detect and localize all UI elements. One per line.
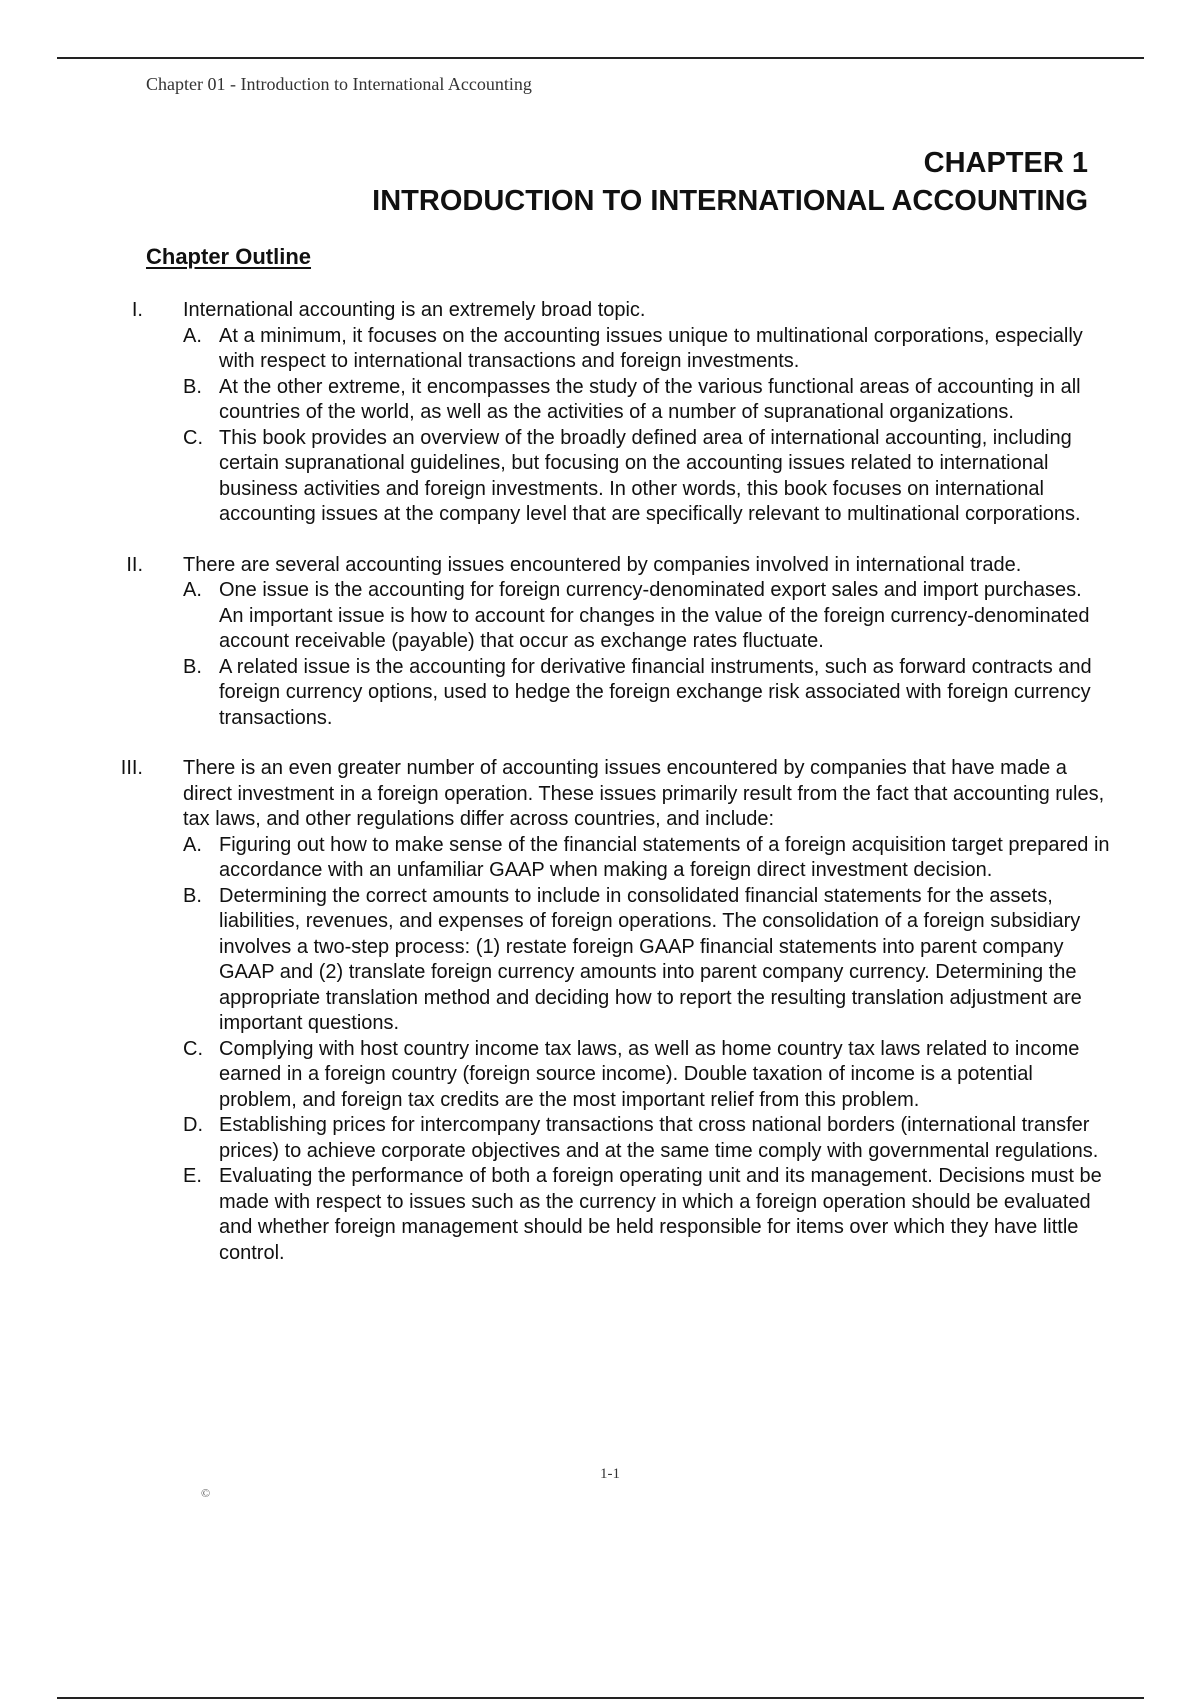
section-items	[183, 833, 1110, 1267]
chapter-outline	[110, 298, 1110, 1291]
outline-item	[183, 426, 1110, 528]
outline-item	[183, 1164, 1110, 1266]
item-text: Determining the correct amounts to include in consolidated financial statements for the assets, liabilities, revenues, and expenses of foreign operations. The consolidation of a foreign subsidiary involves a two-step process: (1) restate foreign GAAP financial statements into parent company GAAP and (2) translate foreign currency amounts into parent company currency. Determining the appropriate translation method and deciding how to report the resulting translation adjustment are important questions.	[219, 884, 1082, 1034]
section-items	[183, 324, 1110, 528]
chapter-number: CHAPTER 1	[923, 147, 1088, 179]
outline-item	[183, 655, 1110, 732]
item-letter: B.	[183, 655, 202, 678]
outline-item	[183, 884, 1110, 1037]
item-letter: D.	[183, 1114, 203, 1136]
chapter-title-block	[372, 144, 1088, 220]
chapter-name: INTRODUCTION TO INTERNATIONAL ACCOUNTING	[372, 185, 1088, 217]
section-text: There are several accounting issues encountered by companies involved in international trade.	[183, 553, 1022, 576]
outline-item	[183, 833, 1110, 884]
outline-section-2	[110, 553, 1110, 732]
item-text: Evaluating the performance of both a foreign operating unit and its management. Decisions must be made with respect to issues such as the currency in which a foreign operation should be evaluated and whether foreign management should be held responsible for items over which they have little control.	[219, 1165, 1102, 1264]
item-text: Figuring out how to make sense of the financial statements of a foreign acquisition target prepared in accordance with an unfamiliar GAAP when making a foreign direct investment decision.	[219, 833, 1110, 881]
outline-item	[183, 1113, 1110, 1164]
page-number: 1-1	[600, 1466, 620, 1482]
item-letter: C.	[183, 1037, 203, 1060]
item-letter: A.	[183, 324, 202, 347]
outline-item	[183, 578, 1110, 655]
item-letter: B.	[183, 884, 202, 907]
outline-section-3	[110, 756, 1110, 1266]
section-text: There is an even greater number of accounting issues encountered by companies that have made a direct investment in a foreign operation. These issues primarily result from the fact that accounting rules, tax laws, and other regulations differ across countries, and include:	[183, 757, 1105, 830]
section-number: II.	[126, 553, 143, 576]
item-letter: A.	[183, 579, 202, 601]
outline-section-1	[110, 298, 1110, 528]
item-text: A related issue is the accounting for derivative financial instruments, such as forward contracts and foreign currency options, used to hedge the foreign exchange risk associated with foreign currency transactions.	[219, 655, 1092, 729]
item-text: This book provides an overview of the broadly defined area of international accounting, including certain supranational guidelines, but focusing on the accounting issues related to international business activities and foreign investments. In other words, this book focuses on international accounting issues at the company level that are specifically relevant to multinational corporations.	[219, 426, 1081, 525]
item-text: Complying with host country income tax laws, as well as home country tax laws related to income earned in a foreign country (foreign source income). Double taxation of income is a potential problem, and foreign tax credits are the most important relief from this problem.	[219, 1037, 1080, 1111]
section-items	[183, 578, 1110, 731]
item-letter: A.	[183, 833, 202, 856]
top-rule	[57, 57, 1144, 59]
outline-item	[183, 375, 1110, 426]
item-text: One issue is the accounting for foreign currency-denominated export sales and import purchases. An important issue is how to account for changes in the value of the foreign currency-denominated account receivable (payable) that occur as exchange rates fluctuate.	[219, 579, 1090, 652]
section-number: III.	[120, 757, 143, 779]
copyright-symbol: ©	[201, 1486, 211, 1500]
outline-heading: Chapter Outline	[146, 244, 312, 269]
bottom-rule	[57, 1697, 1144, 1699]
item-letter: B.	[183, 375, 202, 398]
item-text: At a minimum, it focuses on the accounting issues unique to multinational corporations, especially with respect to international transactions and foreign investments.	[219, 324, 1083, 372]
item-text: Establishing prices for intercompany transactions that cross national borders (international transfer prices) to achieve corporate objectives and at the same time comply with governmental regulations.	[219, 1114, 1099, 1162]
outline-item	[183, 324, 1110, 375]
outline-item	[183, 1037, 1110, 1114]
running-header: Chapter 01 - Introduction to International Accounting	[146, 74, 532, 94]
item-text: At the other extreme, it encompasses the study of the various functional areas of accounting in all countries of the world, as well as the activities of a number of supranational organizations.	[219, 375, 1081, 423]
section-text: International accounting is an extremely broad topic.	[183, 299, 646, 321]
section-number: I.	[131, 299, 143, 321]
item-letter: C.	[183, 426, 203, 449]
item-letter: E.	[183, 1165, 202, 1187]
